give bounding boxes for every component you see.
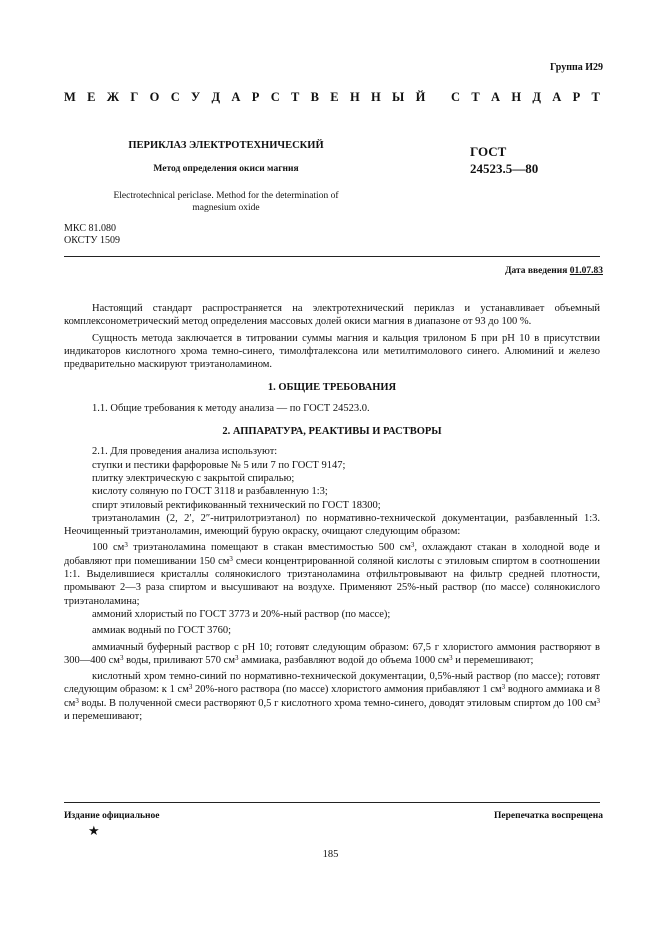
- paragraph-chrome-indicator: кислотный хром темно-синий по нормативно-технической документации, 0,5%-ный раствор (по массе); готовят следующим образом: к 1 $см^3$ 20%-ного раствора (по массе) хлористого аммония прибавляют 1 $см^3$ водного аммиака и 8 $см^3$ воды. В полученной смеси растворяют 0,5 г кислотного хрома темно-синего, доводят этиловым спиртом до 100 $см^3$ и перемешивают;: [64, 671, 600, 723]
- okstu-code: ОКСТУ 1509: [64, 235, 121, 246]
- banner-letter: А: [231, 90, 241, 104]
- list-item: плитку электрическую с закрытой спиралью;: [92, 472, 295, 484]
- gost-number: 24523.5—80: [470, 161, 539, 176]
- banner-gap: [437, 90, 440, 105]
- paragraph-tea-purification: 100 $см^3$ триэтаноламина помещают в стакан вместимостью 500 $см^3$, охлаждают стакан в холодной воде и добавляют при помешивании 150 $см^3$ смеси концентрированной соляной кислоты с этиловым спиртом в соотношении 1:1. Выделившиеся кристаллы солянокислого триэтаноламина отфильтровывают на фильтр средней плотности, промывают 2—3 раза спиртом и высушивают на воздухе. Применяют 25%-ный раствор (по массе) солянокислого триэтаноламина;: [64, 541, 600, 607]
- reprint-prohibited-note: Перепечатка воспрещена: [493, 811, 603, 821]
- gost-label: ГОСТ: [470, 144, 507, 159]
- banner-letter: Ж: [106, 90, 120, 104]
- section-heading-apparatus: 2. АППАРАТУРА, РЕАКТИВЫ И РАСТВОРЫ: [222, 426, 442, 438]
- banner-letter: С: [451, 90, 461, 104]
- banner-letter: В: [310, 90, 319, 104]
- document-subtitle: Метод определения окиси магния: [153, 164, 299, 174]
- banner-letter: А: [552, 90, 562, 104]
- list-item: аммоний хлористый по ГОСТ 3773 и 20%-ный раствор (по массе);: [92, 608, 391, 620]
- list-item: аммиак водный по ГОСТ 3760;: [92, 625, 232, 637]
- banner-letter: Е: [330, 90, 339, 104]
- page-number: 185: [322, 849, 339, 860]
- paragraph-intro: Настоящий стандарт распространяется на электротехнический периклаз и устанавливает объемный комплексонометрический метод определения массовых долей окиси магния в диапазоне от 93 до 100 %.: [64, 303, 600, 328]
- banner-letter: С: [170, 90, 180, 104]
- effective-date: [505, 266, 603, 276]
- list-item: кислоту соляную по ГОСТ 3118 и разбавленную 1:3;: [92, 486, 328, 498]
- list-item: спирт этиловый ректификованный технический по ГОСТ 18300;: [92, 499, 381, 511]
- banner-letter: Н: [349, 90, 360, 104]
- paragraph-buffer-solution: аммиачный буферный раствор с рН 10; готовят следующим образом: 67,5 г хлористого аммония растворяют в 300—400 $см^3$ воды, приливают 570 $см^3$ аммиака, разбавляют водой до объема 1000 $см^3$ и перемешивают;: [64, 641, 600, 666]
- english-title: Electrotechnical periclase. Method for the determination of magnesium oxide: [113, 191, 339, 213]
- effective-date-label: Дата введения: [504, 266, 568, 276]
- gost-designation: [470, 143, 538, 177]
- classification-codes: [64, 223, 120, 247]
- banner-letter: Г: [130, 90, 139, 104]
- list-item: ступки и пестики фарфоровые № 5 или 7 по ГОСТ 9147;: [92, 459, 346, 471]
- banner-letter: Е: [87, 90, 96, 104]
- group-code: Группа И29: [550, 62, 603, 73]
- banner-letter: Т: [291, 90, 300, 104]
- list-item: триэтаноламин (2, 2′, 2″-нитрилотриэтанол) по нормативно-технической документации, разбавленный 1:3. Неочищенный триэтаноламин, имеющий бурую окраску, очищают следующим образом:: [64, 512, 600, 538]
- official-edition-note: Издание официальное: [64, 811, 160, 821]
- clause-1-1: 1.1. Общие требования к методу анализа — по ГОСТ 24523.0.: [92, 402, 370, 414]
- banner-letter: Д: [532, 90, 541, 104]
- banner-letter: А: [491, 90, 501, 104]
- document-body: [64, 302, 600, 723]
- banner-letter: Н: [370, 90, 381, 104]
- banner-letter: Т: [591, 90, 600, 104]
- mks-code: МКС 81.080: [64, 223, 116, 234]
- banner-letter: М: [64, 90, 76, 104]
- banner-letter: Й: [415, 90, 426, 104]
- effective-date-value: 01.07.83: [569, 266, 603, 276]
- banner-letter: Н: [511, 90, 522, 104]
- star-icon: ★: [88, 823, 100, 838]
- banner-letter: Р: [251, 90, 260, 104]
- clause-2-1: 2.1. Для проведения анализа используют:: [92, 446, 278, 458]
- document-title: ПЕРИКЛАЗ ЭЛЕКТРОТЕХНИЧЕСКИЙ: [128, 140, 324, 151]
- banner-letter: Т: [471, 90, 480, 104]
- banner-letter: Д: [211, 90, 221, 104]
- banner-letter: Ы: [392, 90, 405, 104]
- banner-letter: О: [149, 90, 160, 104]
- banner-letter: Р: [572, 90, 581, 104]
- banner-letter: У: [191, 90, 201, 104]
- top-divider: [64, 256, 600, 257]
- paragraph-method-essence: Сущность метода заключается в титровании суммы магния и кальция трилоном Б при рН 10 в присутствии индикаторов кислотного хрома темно-синего, тимолфталексона или метилтимолового синего. Алюминий и железо предварительно маскируют триэтаноламином.: [64, 332, 600, 371]
- bottom-divider: [64, 802, 600, 803]
- banner-letter: С: [270, 90, 280, 104]
- section-heading-general: 1. ОБЩИЕ ТРЕБОВАНИЯ: [267, 382, 397, 394]
- interstate-standard-banner: [64, 90, 600, 105]
